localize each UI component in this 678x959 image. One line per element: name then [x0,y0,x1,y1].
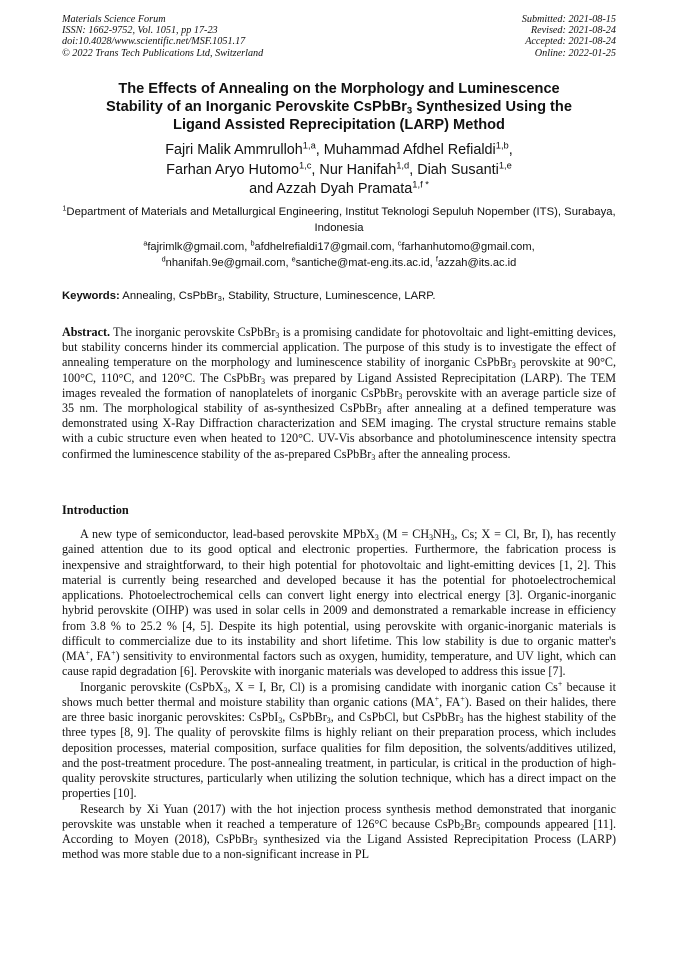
paragraph-text: has the highest stability of the three types [8, 9]. The quality of perovskite films is highly reliant on their preparation process, which includes deposition processes, material composition, surface qualities for film deposition, the solvents/additives utilized, and the post-treatment procedure. The post-annealing treatment, in particular, is critical in the production of high-quality perovskite structures, particularly when utilizing the solution technique, which has a direct impact on the properties [10]. [62,710,617,801]
separator: , [508,142,513,158]
email-link[interactable]: nhanifah.9e@gmail.com [165,256,286,269]
separator: , [429,256,436,269]
paragraph-text: compounds appeared [11]. According to Moyen (2018), CsPbBr [62,816,616,846]
abstract-text: perovskite at 90°C, 100°C, 110°C, and 120°C. The CsPbBr [62,355,616,385]
affiliation-text: Department of Materials and Metallurgical Engineering, Institut Teknologi Sepuluh Nopember (ITS), Surabaya, Indonesia [66,206,616,234]
subscript: 3 [278,715,283,725]
superscript: + [557,678,563,688]
paragraph-text: synthesized via the Ligand Assisted Reprecipitation Process (LARP) method was more stable due to a non-significant increase in PL [62,832,616,862]
revised-date: Revised: 2021-08-24 [530,25,616,37]
section-heading-introduction: Introduction [62,503,129,517]
separator: , [531,241,535,253]
email-link[interactable]: azzah@its.ac.id [437,256,517,269]
paragraph-text: , and CsPbCl, but CsPbBr [330,710,460,724]
journal-issn: ISSN: 1662-9752, Vol. 1051, pp 17-23 [62,25,218,37]
title-line-2 [40,98,638,116]
subscript: 3 [275,330,280,340]
dates-meta [522,14,616,59]
subscript: 3 [377,406,382,416]
superscript: + [111,648,116,658]
author-name: Farhan Aryo Hutomo [166,161,299,178]
affiliation [52,205,626,236]
email-link[interactable]: santiche@mat-eng.its.ac.id [295,256,430,269]
submitted-date: Submitted: 2021-08-15 [521,14,616,25]
email-mark: d [161,254,166,264]
paragraph-text: Research by Xi Yuan (2017) with the hot injection process synthesis method demonstrated that inorganic perovskite was unstable when it reached a temperature of 126°C because CsPb [62,801,616,831]
keywords-text: , Stability, Structure, Luminescence, LARP. [221,290,436,302]
author-affil-mark: 1,e [498,159,512,170]
title-text: Synthesized Using the [412,99,572,115]
author-name: Diah Susanti [417,161,499,178]
paragraph-text: Inorganic perovskite (CsPbX [80,679,224,694]
email-link[interactable]: farhanhutomo@gmail.com [401,241,532,253]
subscript: 3 [450,532,455,542]
email-mark: b [250,238,255,248]
title-line-3: Ligand Assisted Reprecipitation (LARP) Method [173,117,505,133]
author-affil-mark: 1,f * [412,179,429,190]
separator: , [409,161,418,178]
author-affil-mark: 1,b [495,140,509,151]
superscript: + [434,694,440,704]
paragraph-text: , FA [439,694,461,709]
introduction-body [62,527,616,863]
keywords-text: Annealing, CsPbBr [119,290,218,302]
subscript: 5 [476,822,481,832]
paragraph [62,680,616,802]
email-mark: f [435,254,438,264]
subscript: 3 [326,715,331,725]
abstract-text: was prepared by Ligand Assisted Reprecipitation (LARP). The TEM images revealed the formation of nanoplatelets of inorganic CsPbBr [62,370,616,400]
journal-meta [62,14,263,59]
separator: , [311,161,320,178]
author-affil-mark: 1,a [302,140,316,151]
subscript: 3 [374,532,379,542]
abstract-label: Abstract. [62,325,111,339]
abstract-text: after annealing at a defined temperature was demonstrated using X-Ray Diffraction characterization and SEM imaging. The crystal structure remains stable with a cubic structure even when heated to 120°C. UV-Vis absorbance and photoluminescence intensity spectra confirmed the luminescence stability of the as-prepared CsPbBr [62,401,616,461]
paragraph [62,527,616,680]
title-subscript: 3 [406,105,413,117]
title-line-1: The Effects of Annealing on the Morphology and Luminescence [118,81,560,97]
author-name: Nur Hanifah [319,161,397,178]
paper-title [40,80,638,134]
author-line [40,141,638,161]
subscript: 3 [223,685,228,695]
subscript: 2 [460,822,465,832]
author-list [40,141,638,200]
author-affil-mark: 1,d [396,159,410,170]
subscript: 3 [459,715,464,725]
author-name: and Azzah Dyah Pramata [249,181,413,197]
abstract-text: after the annealing process. [375,446,511,461]
subscript: 3 [217,293,222,303]
online-date: Online: 2022-01-25 [534,47,616,59]
paragraph-text: , FA [89,649,112,663]
author-line [40,161,638,181]
paragraph-text: Br [464,816,477,831]
subscript: 3 [398,391,403,401]
author-name: Muhammad Afdhel Refialdi [323,142,496,158]
paragraph-text: A new type of semiconductor, lead-based perovskite MPbX [80,527,375,541]
author-affil-mark: 1,c [298,159,312,170]
title-text: Stability of an Inorganic Perovskite CsPbBr [106,99,407,115]
keywords [62,289,622,304]
journal-copyright: © 2022 Trans Tech Publications Ltd, Switzerland [62,47,264,59]
email-mark: e [291,254,296,264]
paragraph-text: , X = I, Br, Cl) is a promising candidate with inorganic cation Cs [227,679,558,694]
journal-name: Materials Science Forum [62,14,166,25]
separator: , [244,241,251,253]
superscript: + [460,694,465,704]
author-name: Fajri Malik Ammrulloh [165,142,303,158]
journal-doi[interactable]: doi:10.4028/www.scientific.net/MSF.1051.17 [62,36,246,48]
paragraph-text: (M = CH [378,527,430,541]
keywords-label: Keywords: [62,290,120,302]
abstract-text: perovskite with an average particle size of 35 nm. The morphological stability of as-synthesized CsPbBr [62,385,616,416]
separator: , [391,241,398,253]
paragraph-text: because it shows much better thermal and moisture stability than organic cations (MA [62,679,616,709]
affiliation-mark: 1 [62,203,67,213]
separator: , [285,256,292,269]
paragraph-text: , Cs; X = Cl, Br, I), has recently gained attention due to its good optical and electronic properties. Furthermore, the fabrication process is inexpensive and straightforward, to their high potential for photovoltaic and light-emitting devices [1, 2]. This material is currently being researched and developed because it has the potential for photoelectrochemical applications. Photoelectrochemical cells can convert light energy into electrical energy [3]. Organic-inorganic hybrid perovskite (OIHP) was used in solar cells in 2009 and demonstrated a remarkable increase in efficiency from 3.8 % to 25.2 % [4, 5]. Despite its high potential, using perovskite with organic-inorganic materials is difficult to commercialize due to its instability and short lifetime. This low stability is due to organic matter's (MA [62,527,616,663]
email-link[interactable]: afdhelrefialdi17@gmail.com [254,241,392,253]
email-mark: a [143,238,148,248]
abstract-text: is a promising candidate for photovoltaic and light-emitting devices, but stability concerns hinder its commercial application. The purpose of this study is to investigate the effect of annealing temperature on the morphology and luminescence stability of inorganic CsPbBr [62,325,616,370]
subscript: 3 [429,532,434,542]
paragraph [62,802,616,863]
subscript: 3 [253,837,258,847]
subscript: 3 [371,452,376,462]
paragraph-text: ). Based on their halides, there are three basic inorganic perovskites: CsPbI [62,694,616,724]
abstract [62,325,616,462]
abstract-text: The inorganic perovskite CsPbBr [110,325,276,339]
email-link[interactable]: fajrimlk@gmail.com [147,241,245,253]
subscript: 3 [261,376,266,386]
paragraph-text: , CsPbBr [282,710,327,724]
subscript: 3 [511,361,516,371]
superscript: + [85,648,90,658]
email-list [52,240,626,271]
email-line [52,240,626,256]
email-mark: c [397,238,402,248]
email-line [52,256,626,272]
paragraph-text: NH [433,527,451,541]
paragraph-text: ) sensitivity to environmental factors such as oxygen, humidity, temperature, and UV light, which can cause rapid degradation [6]. Perovskite with inorganic materials was developed to address this issue [7]. [62,649,617,679]
separator: , [315,142,324,158]
author-line [40,180,638,200]
accepted-date: Accepted: 2021-08-24 [525,36,616,48]
